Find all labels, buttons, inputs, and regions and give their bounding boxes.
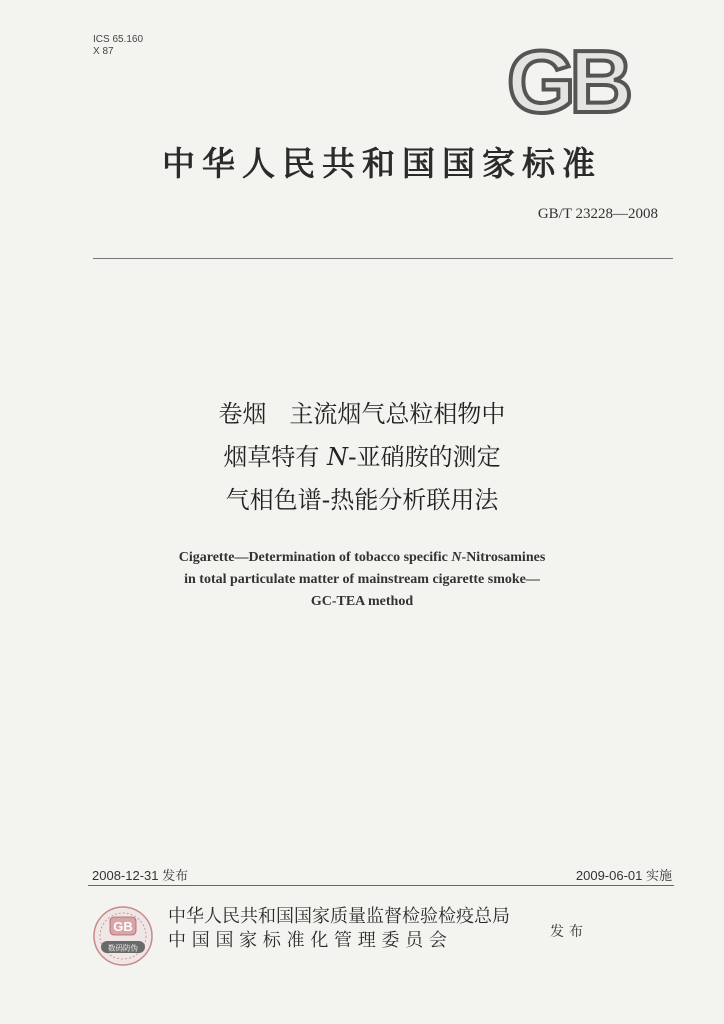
gb-logo: [496, 44, 638, 120]
english-title-line-1-italic: N: [451, 550, 462, 565]
issuer-aqsiq: 中华人民共和国国家质量监督检验检疫总局: [168, 906, 510, 927]
seal-outer-ring: [94, 907, 152, 965]
chinese-title-line-2-post: -亚硝胺的测定: [347, 443, 501, 471]
english-title-line-1: [120, 547, 604, 569]
chinese-title-line-2: [60, 436, 664, 479]
seal-logo: GB: [113, 919, 133, 934]
header-divider: [93, 258, 673, 259]
chinese-title-line-2-pre: 烟草特有: [223, 443, 327, 471]
implementation-date: 2009-06-01 实施: [575, 868, 672, 883]
english-title-line-3: GC-TEA method: [310, 594, 414, 609]
english-title: [120, 547, 604, 613]
gb-logo-text: GB: [507, 44, 627, 120]
english-title-line-1-pre: Cigarette—Determination of tobacco specific: [178, 550, 452, 565]
ics-code: ICS 65.160: [93, 34, 144, 45]
english-title-line-1-post: -Nitrosamines: [461, 550, 546, 565]
issuer-sac: 中 国 国 家 标 准 化 管 理 委 员 会: [168, 930, 447, 951]
classification-codes: [93, 34, 143, 58]
issuing-authorities: [168, 905, 510, 953]
chinese-title-line-2-italic: N: [326, 443, 348, 471]
chinese-title-line-1: 卷烟 主流烟气总粒相物中: [218, 400, 506, 428]
issue-date: 2008-12-31 发布: [92, 868, 189, 883]
english-title-line-2: in total particulate matter of mainstream cigarette smoke—: [184, 572, 540, 587]
ccs-code: X 87: [93, 46, 114, 57]
standard-code: GB/T 23228—2008: [537, 206, 658, 222]
chinese-title-line-3: 气相色谱-热能分析联用法: [225, 486, 499, 514]
chinese-title: [60, 393, 664, 522]
seal-label: 数码防伪: [108, 943, 138, 953]
national-standard-title: 中华人民共和国国家标准: [162, 144, 602, 183]
issued-by-label: 发布: [550, 924, 588, 940]
anti-counterfeit-seal: [92, 905, 154, 967]
footer-divider: [88, 885, 674, 886]
